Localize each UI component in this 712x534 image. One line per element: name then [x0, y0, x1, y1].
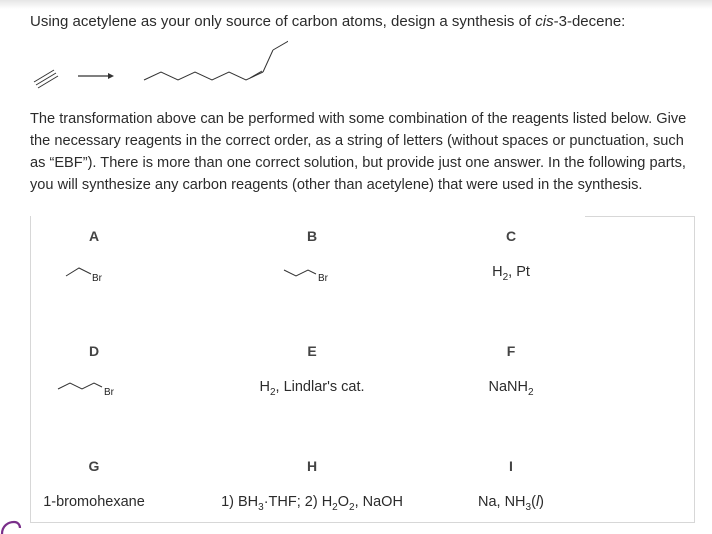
corner-logo-icon [0, 520, 22, 534]
reagent-F-formula: NaNH$_2$ [488, 379, 534, 398]
question-suffix: -3-decene: [553, 13, 626, 30]
reagent-letter-B: B [306, 228, 318, 244]
bromide-label: Br [104, 387, 114, 398]
reagent-F[interactable] [401, 343, 621, 398]
bromoethane-structure [46, 256, 126, 286]
instructions-text: The transformation above can be performed with some combination of the reagents listed below. Give the necessary reagents in the correct order, as a string of letters (without spaces or punctuation, such as “EBF”). There is more than one correct solution, but provide just one answer. In the following parts, you will synthesize any carbon reagents (other than acetylene) that were used in the synthesis. [30, 111, 687, 193]
reagent-E-formula: $H_2$, Lindlar's cat. [259, 379, 365, 398]
reagent-E[interactable] [202, 343, 422, 398]
reagent-letter-D: D [88, 343, 100, 359]
bromobutane-structure [38, 371, 138, 401]
reagent-I[interactable] [401, 458, 621, 513]
reagent-D[interactable] [0, 343, 204, 401]
question-target-italic: cis [535, 13, 554, 30]
reagent-letter-I: I [509, 458, 513, 474]
top-shadow-bar [0, 0, 712, 9]
bromopropane-structure [272, 256, 352, 286]
reagent-letter-F: F [506, 343, 516, 359]
reaction-arrow [78, 73, 114, 79]
reagent-letter-C: C [505, 228, 517, 244]
reagent-letter-E: E [307, 343, 317, 359]
reagent-B[interactable] [202, 228, 422, 286]
reagent-letter-A: A [88, 228, 100, 244]
cis-3-decene-structure [144, 39, 288, 80]
bromide-label: Br [92, 273, 102, 284]
reagent-C-formula: $H_2$, Pt [492, 264, 530, 283]
reagent-I-formula: Na, $NH_3(l)$ [477, 494, 545, 513]
reagent-letter-G: G [88, 458, 100, 474]
reagent-C[interactable] [401, 228, 621, 283]
bromide-label: Br [318, 273, 328, 284]
question-prefix: Using acetylene as your only source of carbon atoms, design a synthesis of [30, 13, 536, 30]
reagents-table-top-border [585, 216, 695, 217]
reagent-G-text: 1-bromohexane [43, 494, 145, 510]
question-text [30, 12, 700, 32]
reagent-G[interactable] [0, 458, 204, 510]
reagent-A[interactable] [0, 228, 204, 286]
acetylene-structure [34, 70, 58, 88]
reagent-letter-H: H [306, 458, 318, 474]
reaction-scheme [28, 34, 288, 94]
reagent-H[interactable] [202, 458, 422, 513]
reagent-H-formula: 1) $BH_3\cdot THF$; 2) $H_2O_2$, NaOH [221, 494, 403, 513]
